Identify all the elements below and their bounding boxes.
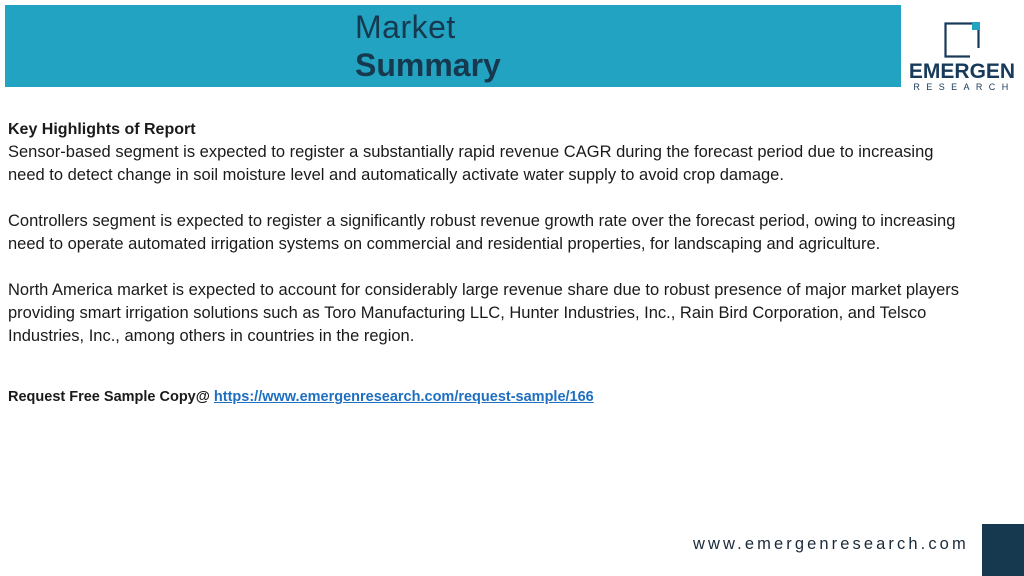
title-line-market: Market <box>355 9 456 45</box>
highlight-paragraph-north-america: North America market is expected to account for considerably large revenue share due to robust presence of major market players providing smart irrigation solutions such as Toro Manufacturing LLC, Hunter Industries, Inc., Rain Bird Corporation, and Telsco Industries, Inc., among others in countries in the region. <box>8 281 960 345</box>
logo-name: EMERGEN <box>908 60 1016 83</box>
report-highlights <box>8 118 968 409</box>
sample-request-label: Request Free Sample Copy@ <box>8 389 210 405</box>
footer-website: www.emergenresearch.com <box>693 535 969 553</box>
footer-corner-block <box>982 524 1024 576</box>
highlight-paragraph-sensor: Sensor-based segment is expected to register a substantially rapid revenue CAGR during the forecast period due to increasing need to detect change in soil moisture level and automatically activate water supply to avoid crop damage. <box>8 143 934 184</box>
title-banner <box>5 5 901 87</box>
emergen-logo <box>906 20 1018 94</box>
title-line-summary: Summary <box>355 47 501 83</box>
section-heading: Key Highlights of Report <box>8 121 196 138</box>
logo-subtitle: RESEARCH <box>913 82 1015 92</box>
highlight-paragraph-controllers: Controllers segment is expected to register a significantly robust revenue growth rate over the forecast period, owing to increasing need to operate automated irrigation systems on commercial and residential properties, for landscaping and agriculture. <box>8 212 956 253</box>
sample-request-line <box>8 386 968 409</box>
sample-request-link[interactable]: https://www.emergenresearch.com/request-sample/166 <box>213 389 594 405</box>
logo-square-icon <box>944 22 980 58</box>
